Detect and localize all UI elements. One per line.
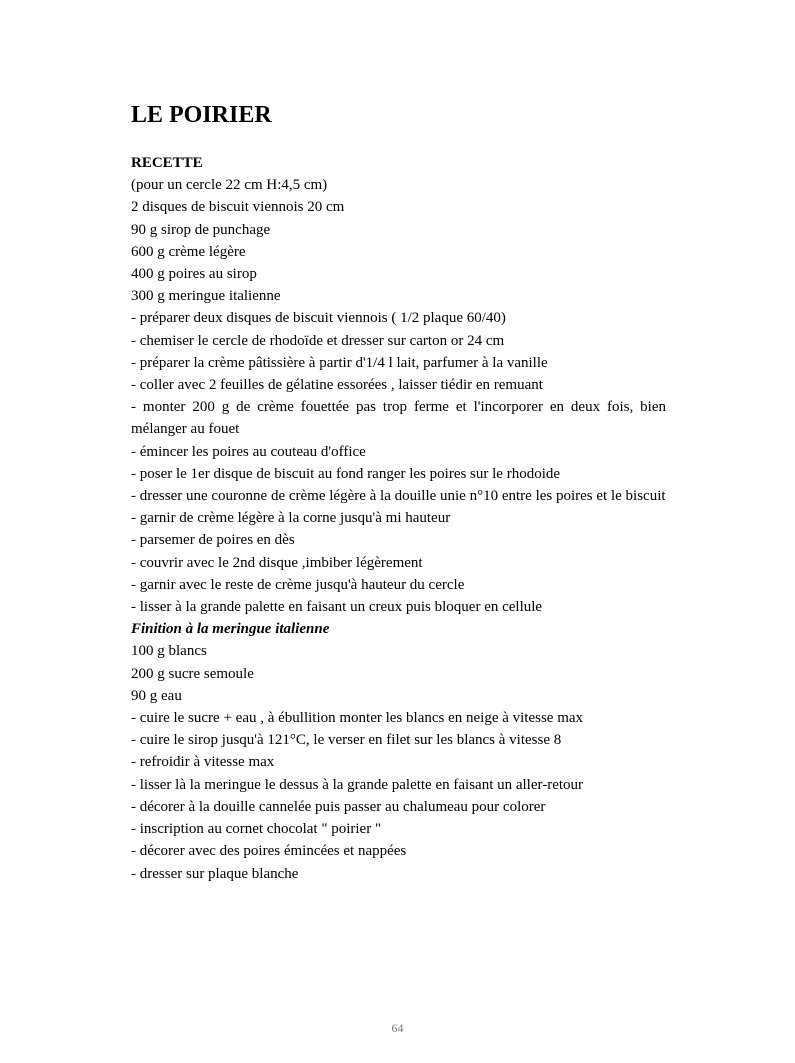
recipe-line: - garnir avec le reste de crème jusqu'à hauteur du cercle xyxy=(131,576,465,593)
recipe-line: 90 g sirop de punchage xyxy=(131,221,271,238)
finition-line: - cuire le sucre + eau , à ébullition monter les blancs en neige à vitesse max xyxy=(131,710,584,727)
recipe-line: - poser le 1er disque de biscuit au fond ranger les poires sur le rhodoide xyxy=(131,465,561,482)
recipe-line: 2 disques de biscuit viennois 20 cm xyxy=(131,199,345,216)
finition-line: - décorer à la douille cannelée puis passer au chalumeau pour colorer xyxy=(131,798,546,815)
finition-line: - dresser sur plaque blanche xyxy=(131,865,299,882)
recette-section xyxy=(131,152,666,618)
page-title: LE POIRIER xyxy=(131,102,272,128)
recipe-line: - couvrir avec le 2nd disque ,imbiber légèrement xyxy=(131,554,423,571)
document-page xyxy=(131,100,666,885)
recipe-line: 300 g meringue italienne xyxy=(131,288,281,305)
recipe-line: 400 g poires au sirop xyxy=(131,266,257,283)
finition-line: - décorer avec des poires émincées et nappées xyxy=(131,843,407,860)
recette-heading: RECETTE xyxy=(131,155,203,171)
recipe-line: - monter 200 g de crème fouettée pas trop ferme et l'incorporer en deux fois, bien mélanger au fouet xyxy=(131,399,666,438)
finition-line: - lisser là la meringue le dessus à la grande palette en faisant un aller-retour xyxy=(131,776,584,793)
recipe-line: - préparer la crème pâtissière à partir d'1/4 l lait, parfumer à la vanille xyxy=(131,354,548,371)
page-number: 64 xyxy=(391,1021,404,1035)
finition-line: 90 g eau xyxy=(131,687,182,704)
recipe-line: - chemiser le cercle de rhodoïde et dresser sur carton or 24 cm xyxy=(131,332,505,349)
recipe-line: (pour un cercle 22 cm H:4,5 cm) xyxy=(131,177,328,194)
recipe-line: - garnir de crème légère à la corne jusqu'à mi hauteur xyxy=(131,510,451,527)
recipe-line: - préparer deux disques de biscuit viennois ( 1/2 plaque 60/40) xyxy=(131,310,506,327)
finition-heading: Finition à la meringue italienne xyxy=(131,621,330,638)
recipe-line: - lisser à la grande palette en faisant un creux puis bloquer en cellule xyxy=(131,599,543,616)
recipe-line: - coller avec 2 feuilles de gélatine essorées , laisser tiédir en remuant xyxy=(131,377,543,394)
finition-line: - refroidir à vitesse max xyxy=(131,754,275,771)
recipe-line: - parsemer de poires en dès xyxy=(131,532,295,549)
finition-line: 100 g blancs xyxy=(131,643,207,660)
finition-line: - cuire le sirop jusqu'à 121°C, le verser en filet sur les blancs à vitesse 8 xyxy=(131,732,562,749)
finition-line: 200 g sucre semoule xyxy=(131,665,254,682)
finition-line: - inscription au cornet chocolat " poirier " xyxy=(131,821,382,838)
recipe-line: - dresser une couronne de crème légère à la douille unie n°10 entre les poires et le biscuit xyxy=(131,488,666,505)
recipe-line: 600 g crème légère xyxy=(131,243,246,260)
finition-section xyxy=(131,618,666,884)
recipe-line: - émincer les poires au couteau d'office xyxy=(131,443,366,460)
